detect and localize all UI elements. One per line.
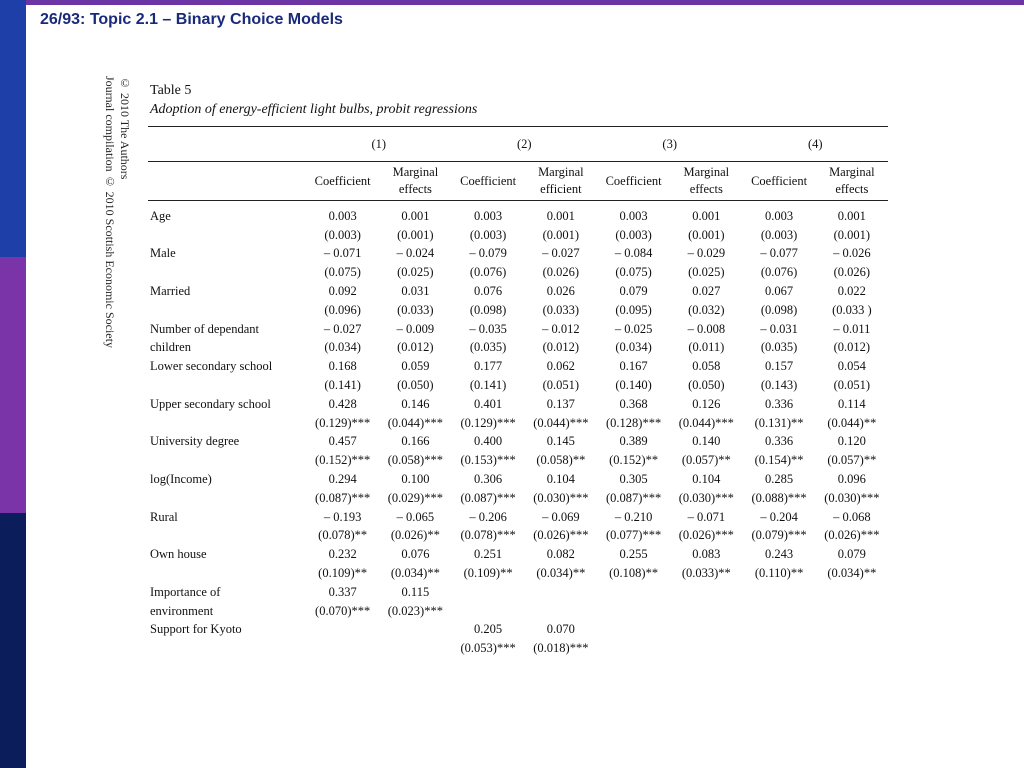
table-cell: – 0.084 xyxy=(614,246,653,261)
table-cell: (0.057)** xyxy=(681,453,731,468)
table-cell: – 0.206 xyxy=(469,509,507,524)
table-cell: 0.003 xyxy=(328,208,357,223)
table-cell: 0.146 xyxy=(401,396,430,411)
table-cell: (0.026) xyxy=(833,265,871,280)
table-cell: 0.389 xyxy=(619,434,648,449)
row-label xyxy=(148,301,306,320)
table-cell: (0.025) xyxy=(397,265,434,280)
row-label xyxy=(148,376,306,395)
table-cell: (0.012) xyxy=(833,340,871,355)
table-row xyxy=(148,320,888,339)
row-label xyxy=(148,639,306,658)
table-row xyxy=(148,395,888,414)
table-cell: (0.050) xyxy=(688,378,725,393)
table-cell: 0.428 xyxy=(328,396,357,411)
table-cell: (0.003) xyxy=(615,227,652,242)
table-cell: (0.012) xyxy=(542,340,580,355)
table-cell: 0.166 xyxy=(401,434,430,449)
table-cell xyxy=(670,639,742,658)
table-cell: 0.001 xyxy=(401,208,430,223)
table-row xyxy=(148,545,888,564)
table-cell: 0.401 xyxy=(474,396,503,411)
table-cell: (0.003) xyxy=(469,227,507,242)
row-label: Support for Kyoto xyxy=(150,622,242,637)
table-cell: (0.110)** xyxy=(754,566,804,581)
table-cell: 0.079 xyxy=(619,284,648,299)
table-cell: 0.059 xyxy=(401,359,430,374)
table-cell: (0.078)*** xyxy=(460,528,516,543)
table-row xyxy=(148,282,888,301)
table-cell: (0.033)** xyxy=(681,566,731,581)
table-cell: (0.057)** xyxy=(827,453,877,468)
row-label xyxy=(148,263,306,282)
table-cell: 0.243 xyxy=(765,547,794,562)
row-label: Own house xyxy=(150,547,207,562)
table-cell: 0.079 xyxy=(837,547,866,562)
table-cell: – 0.025 xyxy=(614,321,653,336)
table-cell: 0.104 xyxy=(692,472,721,487)
table-cell xyxy=(306,621,379,640)
table-cell: (0.128)*** xyxy=(606,415,662,430)
table-cell: 0.140 xyxy=(692,434,721,449)
table-cell: (0.051) xyxy=(833,378,871,393)
table-cell: – 0.071 xyxy=(687,509,726,524)
table-cell: (0.035) xyxy=(760,340,798,355)
table-row xyxy=(148,301,888,320)
group-header: (3) xyxy=(597,127,742,162)
table-cell: (0.023)*** xyxy=(387,603,443,618)
table-cell: (0.131)** xyxy=(754,415,804,430)
slide-title: 26/93: Topic 2.1 – Binary Choice Models xyxy=(40,11,343,28)
table-cell: (0.129)*** xyxy=(460,415,516,430)
table-cell xyxy=(742,621,815,640)
table-row xyxy=(148,564,888,583)
table-cell: (0.096) xyxy=(324,302,361,317)
column-header: Coefficient xyxy=(742,162,815,201)
row-label xyxy=(148,489,306,508)
left-accent-bar-purple xyxy=(0,257,26,513)
table-cell: 0.126 xyxy=(692,396,721,411)
table-cell: (0.026)*** xyxy=(678,528,734,543)
table-cell: (0.152)** xyxy=(609,453,659,468)
table-cell: (0.087)*** xyxy=(460,490,516,505)
table-cell xyxy=(742,602,815,621)
table-cell: 0.120 xyxy=(837,434,866,449)
table-cell: 0.082 xyxy=(546,547,575,562)
table-cell: – 0.204 xyxy=(760,509,798,524)
table-row xyxy=(148,201,888,226)
row-label: Married xyxy=(150,284,191,299)
table-row xyxy=(148,470,888,489)
table-cell: 0.026 xyxy=(546,284,575,299)
table-cell: 0.067 xyxy=(765,284,794,299)
row-label: Male xyxy=(150,246,176,261)
table-cell: 0.167 xyxy=(619,359,648,374)
table-cell: 0.076 xyxy=(401,547,430,562)
table-cell: 0.400 xyxy=(474,434,503,449)
table-cell xyxy=(816,639,888,658)
table-cell: – 0.027 xyxy=(323,321,362,336)
table-cell: (0.044)*** xyxy=(533,415,589,430)
table-cell: (0.098) xyxy=(760,302,798,317)
table-cell: 0.457 xyxy=(328,434,357,449)
table-cell: – 0.077 xyxy=(760,246,798,261)
table-cell: (0.078)** xyxy=(318,528,368,543)
table-cell: (0.044)*** xyxy=(678,415,734,430)
table-cell: 0.157 xyxy=(765,359,794,374)
table-cell: 0.083 xyxy=(692,547,721,562)
table-cell: (0.029)*** xyxy=(387,490,443,505)
table-cell: – 0.035 xyxy=(469,321,507,336)
table-cell: (0.012) xyxy=(397,340,434,355)
table-cell xyxy=(670,621,742,640)
table-cell: 0.031 xyxy=(401,284,430,299)
table-cell: – 0.193 xyxy=(323,509,362,524)
table-cell: (0.033) xyxy=(397,302,434,317)
row-label: Lower secondary school xyxy=(150,359,273,374)
table-cell: (0.141) xyxy=(324,378,361,393)
table-cell: (0.109)** xyxy=(318,566,368,581)
table-cell: 0.104 xyxy=(546,472,575,487)
table-cell: (0.044)** xyxy=(827,415,877,430)
top-accent-bar xyxy=(0,0,1024,5)
table-cell: 0.001 xyxy=(546,208,575,223)
table-cell: (0.058)*** xyxy=(387,453,443,468)
table-cell xyxy=(525,602,597,621)
row-label: University degree xyxy=(150,434,240,449)
copyright-sidenote xyxy=(102,76,132,348)
table-cell xyxy=(816,621,888,640)
table-row xyxy=(148,357,888,376)
table-cell: (0.077)*** xyxy=(606,528,662,543)
row-label: Number of dependant xyxy=(150,321,259,336)
table-cell: 0.168 xyxy=(328,359,357,374)
regression-table xyxy=(148,126,888,658)
column-header: Marginal efficient xyxy=(525,162,597,201)
table-row xyxy=(148,339,888,358)
table-cell: 0.027 xyxy=(692,284,721,299)
table-cell: (0.140) xyxy=(615,378,652,393)
table-row xyxy=(148,245,888,264)
table-cell: (0.011) xyxy=(688,340,725,355)
table-cell: 0.058 xyxy=(692,359,721,374)
table-cell: (0.108)** xyxy=(609,566,659,581)
table-cell: 0.001 xyxy=(837,208,866,223)
table-cell: – 0.027 xyxy=(542,246,580,261)
table-cell: (0.026)*** xyxy=(533,528,589,543)
table-cell: 0.003 xyxy=(619,208,648,223)
table-cell xyxy=(597,583,670,602)
group-header: (2) xyxy=(451,127,596,162)
table-cell: (0.003) xyxy=(760,227,798,242)
corner-cell xyxy=(148,127,306,162)
table-row xyxy=(148,226,888,245)
table-cell: (0.109)** xyxy=(463,566,513,581)
table-cell: (0.053)*** xyxy=(460,641,516,656)
table-row xyxy=(148,583,888,602)
table-cell: (0.035) xyxy=(469,340,507,355)
table-cell: 0.100 xyxy=(401,472,430,487)
table-cell xyxy=(597,621,670,640)
left-accent-bar-navy xyxy=(0,513,26,768)
table-cell: (0.033) xyxy=(542,302,580,317)
table-cell: 0.337 xyxy=(328,584,357,599)
row-label: log(Income) xyxy=(150,472,212,487)
table-cell: – 0.026 xyxy=(833,246,871,261)
row-label xyxy=(148,527,306,546)
table-row xyxy=(148,451,888,470)
table-cell: (0.018)*** xyxy=(533,641,589,656)
table-cell: (0.034) xyxy=(324,340,361,355)
table-cell: (0.001) xyxy=(688,227,725,242)
table-cell: (0.030)*** xyxy=(678,490,734,505)
table-cell: (0.044)*** xyxy=(387,415,443,430)
table-cell xyxy=(597,602,670,621)
table-cell: 0.368 xyxy=(619,396,648,411)
row-label: Age xyxy=(150,208,171,223)
table-cell: – 0.012 xyxy=(542,321,580,336)
table-body xyxy=(148,201,888,659)
table-cell xyxy=(742,583,815,602)
table-cell xyxy=(742,639,815,658)
group-header: (4) xyxy=(742,127,888,162)
table-cell: 0.076 xyxy=(474,284,503,299)
table-cell: 0.054 xyxy=(837,359,866,374)
table-cell xyxy=(525,583,597,602)
table-cell: (0.075) xyxy=(324,265,361,280)
table-cell: 0.177 xyxy=(474,359,503,374)
table-cell: (0.026)** xyxy=(390,528,440,543)
table-cell: (0.098) xyxy=(469,302,507,317)
table-cell: (0.143) xyxy=(760,378,798,393)
table-cell xyxy=(451,583,524,602)
table-cell: – 0.008 xyxy=(687,321,726,336)
table-cell: 0.205 xyxy=(474,622,503,637)
table-row xyxy=(148,527,888,546)
left-accent-bar-blue xyxy=(0,0,26,257)
column-header: Marginal effects xyxy=(670,162,742,201)
table-cell: (0.034)** xyxy=(827,566,877,581)
table-cell: (0.076) xyxy=(760,265,798,280)
column-header: Marginal effects xyxy=(379,162,451,201)
table-cell: (0.154)** xyxy=(754,453,804,468)
copyright-line-1: © 2010 The Authors xyxy=(118,76,132,180)
table-cell xyxy=(379,621,451,640)
table-cell: (0.001) xyxy=(833,227,871,242)
table-cell: 0.022 xyxy=(837,284,866,299)
table-cell: (0.129)*** xyxy=(315,415,371,430)
table-cell xyxy=(597,639,670,658)
table-cell: 0.092 xyxy=(328,284,357,299)
table-cell xyxy=(816,602,888,621)
table-cell: 0.145 xyxy=(546,434,575,449)
table-cell xyxy=(816,583,888,602)
row-label xyxy=(148,414,306,433)
table-cell: – 0.011 xyxy=(833,321,871,336)
row-label xyxy=(148,564,306,583)
table-cell: (0.001) xyxy=(542,227,580,242)
group-header-row xyxy=(148,127,888,162)
table-cell: (0.088)*** xyxy=(751,490,807,505)
table-cell xyxy=(451,602,524,621)
table-cell: 0.001 xyxy=(692,208,721,223)
group-header: (1) xyxy=(306,127,451,162)
row-label xyxy=(148,226,306,245)
row-label: Importance of xyxy=(150,584,221,599)
table-cell: (0.034) xyxy=(615,340,652,355)
table-cell: 0.294 xyxy=(328,472,357,487)
table-row xyxy=(148,621,888,640)
table-cell: (0.070)*** xyxy=(315,603,371,618)
table-cell: (0.026) xyxy=(542,265,580,280)
corner-cell xyxy=(148,162,306,201)
table-cell: 0.114 xyxy=(838,396,866,411)
table-cell: 0.255 xyxy=(619,547,648,562)
table-cell: 0.285 xyxy=(765,472,794,487)
table-row xyxy=(148,508,888,527)
table-cell: (0.058)** xyxy=(536,453,586,468)
table-cell: – 0.071 xyxy=(323,246,362,261)
table-row xyxy=(148,414,888,433)
table-cell: (0.033 ) xyxy=(832,302,872,317)
table-cell: – 0.079 xyxy=(469,246,507,261)
table-row xyxy=(148,433,888,452)
table-cell: (0.050) xyxy=(397,378,434,393)
table-cell: (0.034)** xyxy=(536,566,586,581)
table-cell: – 0.068 xyxy=(833,509,871,524)
table-subtitle: Adoption of energy-efficient light bulbs, probit regressions xyxy=(150,102,478,117)
table-cell: 0.336 xyxy=(765,434,794,449)
table-cell: (0.025) xyxy=(688,265,725,280)
table-cell: (0.001) xyxy=(397,227,434,242)
table-cell xyxy=(670,602,742,621)
table-cell: (0.095) xyxy=(615,302,652,317)
table-cell: (0.141) xyxy=(469,378,507,393)
table-cell: – 0.024 xyxy=(396,246,435,261)
column-header: Coefficient xyxy=(306,162,379,201)
table-row xyxy=(148,639,888,658)
table-cell: 0.251 xyxy=(474,547,503,562)
table-cell: 0.096 xyxy=(837,472,866,487)
row-label: Upper secondary school xyxy=(150,396,271,411)
table-cell: (0.026)*** xyxy=(824,528,880,543)
table-row xyxy=(148,263,888,282)
table-cell: (0.152)*** xyxy=(315,453,371,468)
table-cell: (0.003) xyxy=(324,227,361,242)
table-cell: 0.003 xyxy=(474,208,503,223)
row-label: children xyxy=(150,340,191,355)
table-cell: 0.070 xyxy=(546,622,575,637)
row-label: environment xyxy=(150,603,214,618)
table-cell: (0.032) xyxy=(688,302,725,317)
table-cell: (0.087)*** xyxy=(606,490,662,505)
table-cell: (0.051) xyxy=(542,378,580,393)
table-cell: 0.003 xyxy=(765,208,794,223)
table-cell: – 0.009 xyxy=(396,321,435,336)
column-header: Coefficient xyxy=(597,162,670,201)
table-cell: – 0.031 xyxy=(760,321,798,336)
column-header: Coefficient xyxy=(451,162,524,201)
copyright-line-2: Journal compilation © 2010 Scottish Economic Society xyxy=(103,76,117,348)
table-cell: (0.030)*** xyxy=(824,490,880,505)
table-row xyxy=(148,376,888,395)
table-cell: – 0.029 xyxy=(687,246,726,261)
row-label: Rural xyxy=(150,509,178,524)
table-cell: (0.030)*** xyxy=(533,490,589,505)
table-row xyxy=(148,602,888,621)
table-title: Table 5 xyxy=(150,83,192,98)
row-label xyxy=(148,451,306,470)
table-cell: – 0.210 xyxy=(614,509,653,524)
table-cell xyxy=(379,639,451,658)
table-cell: (0.153)*** xyxy=(460,453,516,468)
table-cell: 0.062 xyxy=(546,359,575,374)
table-cell: (0.075) xyxy=(615,265,652,280)
column-header: Marginal effects xyxy=(816,162,888,201)
table-cell: (0.034)** xyxy=(390,566,440,581)
table-cell xyxy=(670,583,742,602)
table-cell: 0.306 xyxy=(474,472,503,487)
table-cell: (0.076) xyxy=(469,265,507,280)
table-cell: – 0.069 xyxy=(542,509,580,524)
table-cell: 0.336 xyxy=(765,396,794,411)
table-cell: 0.137 xyxy=(546,396,575,411)
table-row xyxy=(148,489,888,508)
table-cell: 0.232 xyxy=(328,547,357,562)
table-cell: (0.079)*** xyxy=(751,528,807,543)
column-header-row xyxy=(148,162,888,201)
table-cell: – 0.065 xyxy=(396,509,435,524)
table-cell: 0.305 xyxy=(619,472,648,487)
table-cell: (0.087)*** xyxy=(315,490,371,505)
table-cell xyxy=(306,639,379,658)
table-cell: 0.115 xyxy=(401,584,430,599)
